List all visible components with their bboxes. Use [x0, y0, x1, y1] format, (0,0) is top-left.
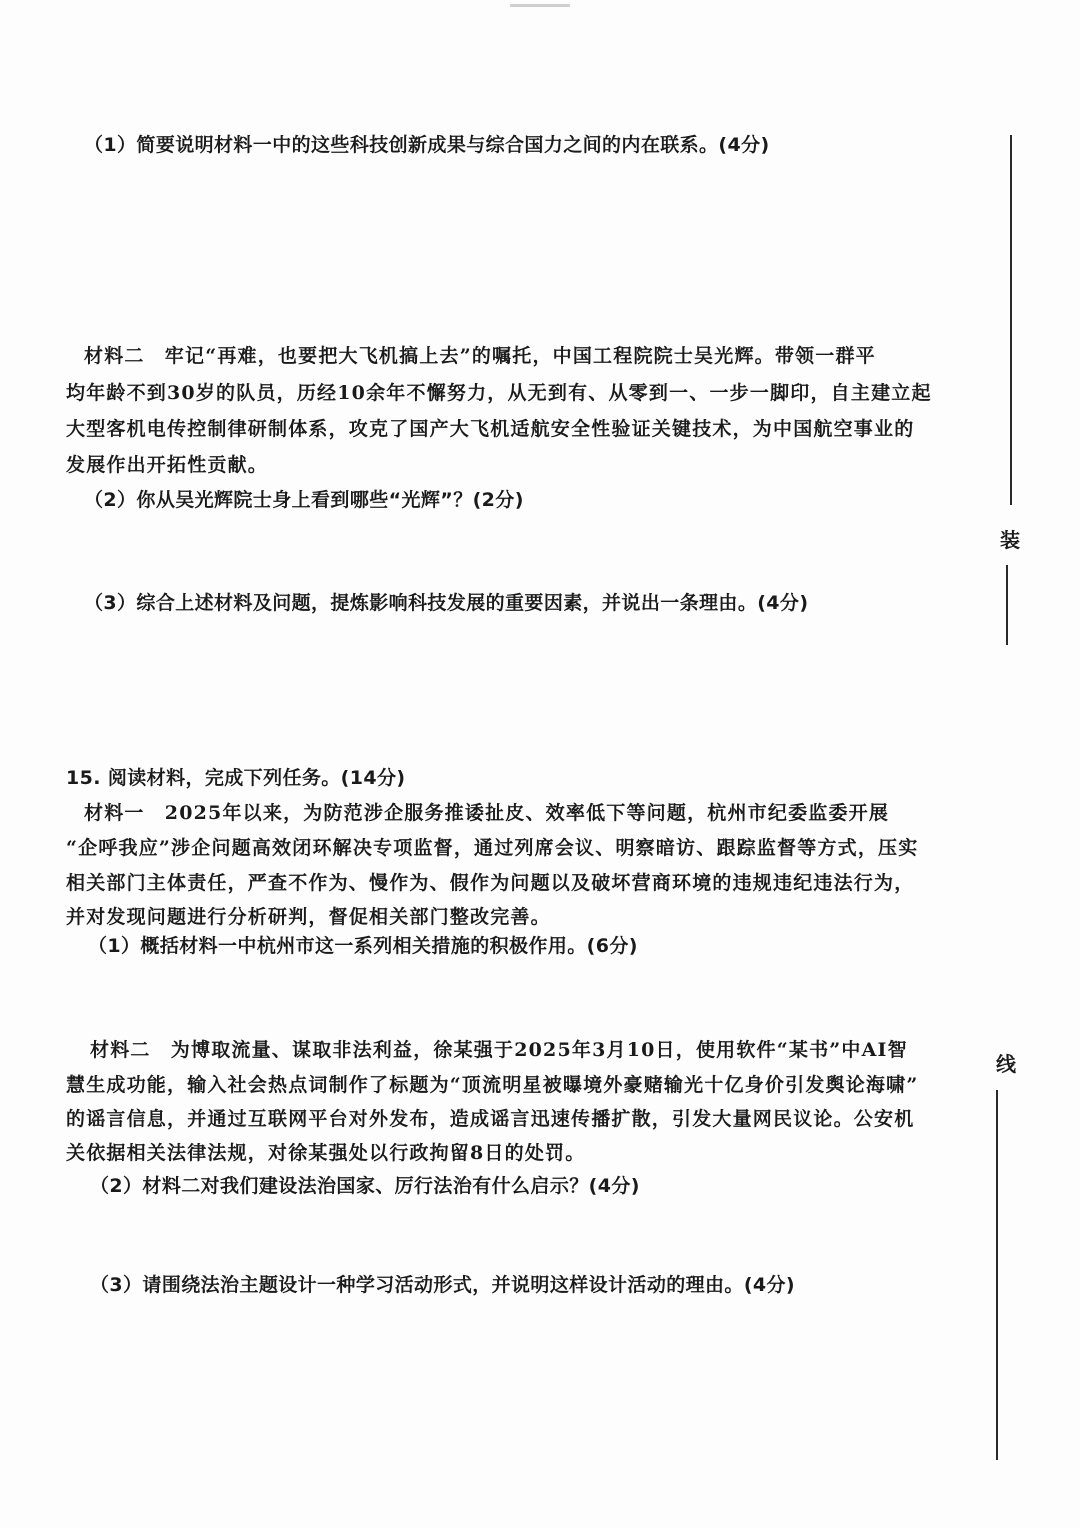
- material-2-line-4: 发展作出开拓性贡献。: [66, 454, 269, 476]
- binding-label-xian: 线: [996, 1052, 1016, 1076]
- q15-question-2: （2）材料二对我们建设法治国家、厉行法治有什么启示？(4分): [90, 1175, 640, 1197]
- question-3-factors: （3）综合上述材料及问题，提炼影响科技发展的重要因素，并说出一条理由。(4分): [84, 592, 809, 614]
- q15-material-1-line-2: “企呼我应”涉企问题高效闭环解决专项监督，通过列席会议、明察暗访、跟踪监督等方式，压实: [66, 837, 919, 859]
- scan-top-mark: [510, 4, 570, 7]
- binding-label-zhuang: 装: [1000, 528, 1020, 552]
- question-1-tech: （1）简要说明材料一中的这些科技创新成果与综合国力之间的内在联系。(4分): [84, 134, 770, 156]
- q15-material-2-line-2: 慧生成功能，输入社会热点词制作了标题为“顶流明星被曝境外豪赌输光十亿身价引发舆论海啸”: [66, 1074, 919, 1096]
- binding-line-top: [1010, 135, 1012, 505]
- q15-material-1-line-3: 相关部门主体责任，严查不作为、慢作为、假作为问题以及破坏营商环境的违规违纪违法行为，: [66, 872, 915, 894]
- material-2-line-1: 材料二 牢记“再难，也要把大飞机搞上去”的嘱托，中国工程院院士吴光辉。带领一群平: [84, 345, 876, 367]
- q15-material-2-line-4: 关依据相关法律法规，对徐某强处以行政拘留8日的处罚。: [66, 1142, 586, 1164]
- binding-line-bottom: [996, 1090, 998, 1460]
- q15-question-3: （3）请围绕法治主题设计一种学习活动形式，并说明这样设计活动的理由。(4分): [90, 1274, 796, 1296]
- question-15-heading: 15. 阅读材料，完成下列任务。(14分): [66, 767, 406, 789]
- q15-question-1: （1）概括材料一中杭州市这一系列相关措施的积极作用。(6分): [88, 935, 638, 957]
- material-2-line-2: 均年龄不到30岁的队员，历经10余年不懈努力，从无到有、从零到一、一步一脚印，自主建立起: [66, 382, 932, 404]
- q15-material-2-line-3: 的谣言信息，并通过互联网平台对外发布，造成谣言迅速传播扩散，引发大量网民议论。公安机: [66, 1108, 915, 1130]
- question-2-guanghui: （2）你从吴光辉院士身上看到哪些“光辉”？(2分): [84, 489, 524, 511]
- q15-material-1-line-1: 材料一 2025年以来，为防范涉企服务推诿扯皮、效率低下等问题，杭州市纪委监委开展: [84, 802, 890, 824]
- q15-material-2-line-1: 材料二 为博取流量、谋取非法利益，徐某强于2025年3月10日，使用软件“某书”中AI智: [90, 1039, 908, 1061]
- material-2-line-3: 大型客机电传控制律研制体系，攻克了国产大飞机适航安全性验证关键技术，为中国航空事业的: [66, 418, 915, 440]
- binding-line-middle: [1006, 565, 1008, 645]
- q15-material-1-line-4: 并对发现问题进行分析研判，督促相关部门整改完善。: [66, 906, 551, 928]
